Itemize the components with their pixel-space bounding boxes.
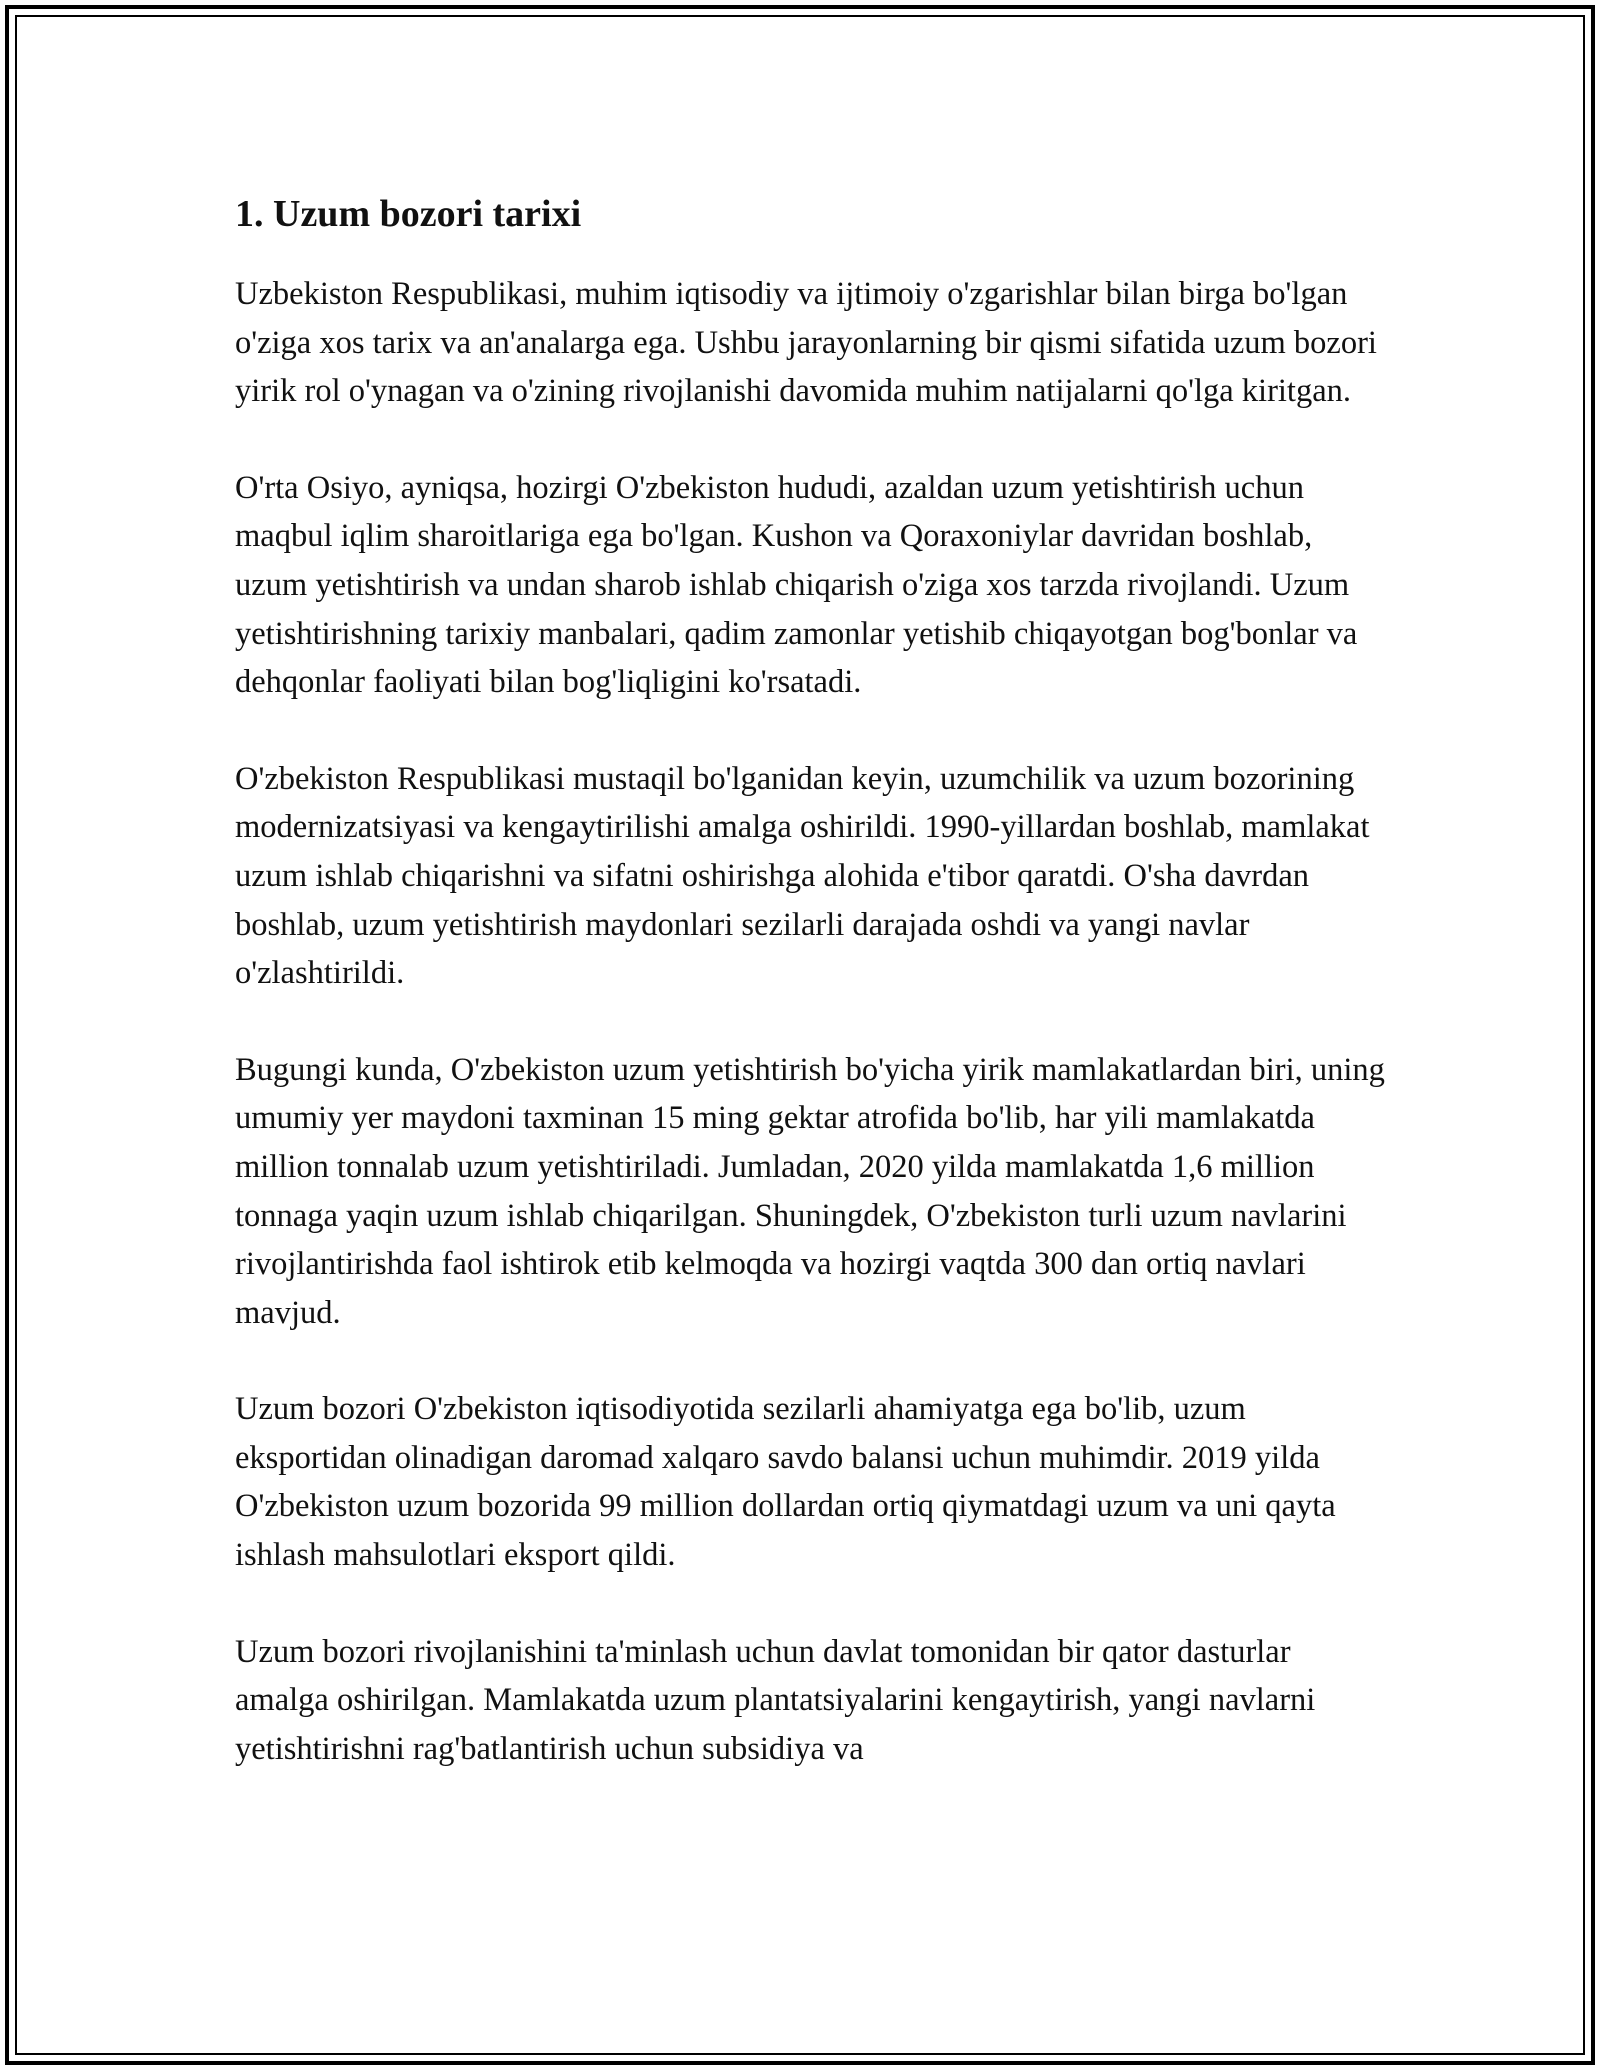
paragraph-6: Uzum bozori rivojlanishini ta'minlash uchun davlat tomonidan bir qator dasturlar amalga oshirilgan. Mamlakatda uzum plantatsiyalarini kengaytirish, yangi navlarni yetishtirishni rag'batlantirish uchun subsidiya va — [235, 1633, 1316, 1767]
paragraph-4: Bugungi kunda, O'zbekiston uzum yetishtirish bo'yicha yirik mamlakatlardan biri, uning umumiy yer maydoni taxminan 15 ming gektar atrofida bo'lib, har yili mamlakatda million tonnalab uzum yetishtiriladi. Jumladan, 2020 yilda mamlakatda 1,6 million tonnaga yaqin uzum ishlab chiqarilgan. Shuningdek, O'zbekiston turli uzum navlarini rivojlantirishda faol ishtirok etib kelmoqda va hozirgi vaqtda 300 dan ortiq navlari mavjud. — [235, 1051, 1385, 1331]
paragraph-2: O'rta Osiyo, ayniqsa, hozirgi O'zbekiston hududi, azaldan uzum yetishtirish uchun maqbul iqlim sharoitlariga ega bo'lgan. Kushon va Qoraxoniylar davridan boshlab, uzum yetishtirish va undan sharob ishlab chiqarish o'ziga xos tarzda rivojlandi. Uzum yetishtirishning tarixiy manbalari, qadim zamonlar yetishib chiqayotgan bog'bonlar va dehqonlar faoliyati bilan bog'liqligini ko'rsatadi. — [235, 469, 1358, 701]
document-body — [235, 188, 1385, 1821]
paragraph-5: Uzum bozori O'zbekiston iqtisodiyotida sezilarli ahamiyatga ega bo'lib, uzum eksportidan olinadigan daromad xalqaro savdo balansi uchun muhimdir. 2019 yilda O'zbekiston uzum bozorida 99 million dollardan ortiq qiymatdagi uzum va uni qayta ishlash mahsulotlari eksport qildi. — [235, 1391, 1336, 1574]
paragraph-3: O'zbekiston Respublikasi mustaqil bo'lganidan keyin, uzumchilik va uzum bozorining modernizatsiyasi va kengaytirilishi amalga oshirildi. 1990-yillardan boshlab, mamlakat uzum ishlab chiqarishni va sifatni oshirishga alohida e'tibor qaratdi. O'sha davrdan boshlab, uzum yetishtirish maydonlari sezilarli darajada oshdi va yangi navlar o'zlashtirildi. — [235, 760, 1370, 992]
paragraph-1: Uzbekiston Respublikasi, muhim iqtisodiy va ijtimoiy o'zgarishlar bilan birga bo'lgan o'ziga xos tarix va an'analarga ega. Ushbu jarayonlarning bir qismi sifatida uzum bozori yirik rol o'ynagan va o'zining rivojlanishi davomida muhim natijalarni qo'lga kiritgan. — [235, 276, 1377, 410]
section-heading: 1. Uzum bozori tarixi — [235, 193, 582, 235]
